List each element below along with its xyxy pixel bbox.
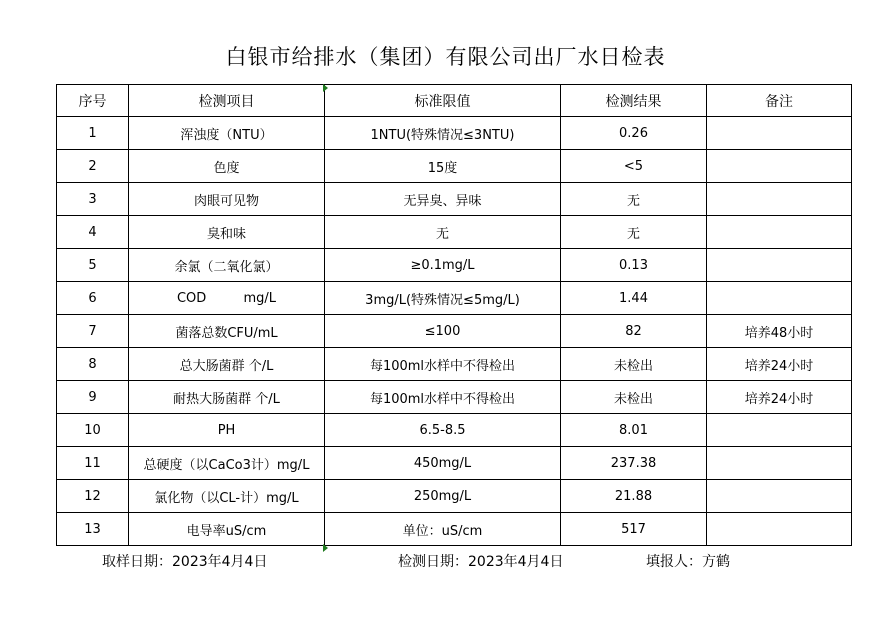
cell-serial-number: 6 <box>57 282 129 315</box>
table-row <box>57 513 852 546</box>
cell-test-result: 21.88 <box>561 480 707 513</box>
cell-serial-number: 3 <box>57 183 129 216</box>
cell-standard-limit: 单位：uS/cm <box>325 513 561 546</box>
table-row <box>57 381 852 414</box>
cell-standard-limit: 15度 <box>325 150 561 183</box>
cell-remarks <box>707 480 852 513</box>
cell-test-item: 余氯（二氧化氯） <box>129 249 325 282</box>
cell-remarks <box>707 282 852 315</box>
cell-test-result: 517 <box>561 513 707 546</box>
cell-standard-limit: 无 <box>325 216 561 249</box>
cell-remarks <box>707 513 852 546</box>
test-date: 检测日期：2023年4月4日 <box>398 554 564 570</box>
cell-test-result: <5 <box>561 150 707 183</box>
cell-remarks <box>707 447 852 480</box>
cell-test-item: 总硬度（以CaCo3计）mg/L <box>129 447 325 480</box>
table-row <box>57 315 852 348</box>
cell-standard-limit: ≤100 <box>325 315 561 348</box>
cell-standard-limit: 250mg/L <box>325 480 561 513</box>
cell-remarks <box>707 216 852 249</box>
cell-test-item: 臭和味 <box>129 216 325 249</box>
cell-serial-number: 5 <box>57 249 129 282</box>
cell-standard-limit: 3mg/L(特殊情况≤5mg/L) <box>325 282 561 315</box>
cell-test-result: 无 <box>561 183 707 216</box>
cell-test-item: 色度 <box>129 150 325 183</box>
cell-remarks <box>707 414 852 447</box>
cell-test-result: 82 <box>561 315 707 348</box>
cell-serial-number: 4 <box>57 216 129 249</box>
cell-serial-number: 8 <box>57 348 129 381</box>
cell-standard-limit: 6.5-8.5 <box>325 414 561 447</box>
cell-test-item: COD mg/L <box>129 282 325 315</box>
table-row <box>57 282 852 315</box>
cell-marker-icon <box>323 544 328 552</box>
sample-date: 取样日期：2023年4月4日 <box>102 554 268 570</box>
cell-serial-number: 13 <box>57 513 129 546</box>
cell-test-result: 1.44 <box>561 282 707 315</box>
cell-test-item: 耐热大肠菌群 个/L <box>129 381 325 414</box>
cell-test-result: 0.26 <box>561 117 707 150</box>
cell-test-result: 无 <box>561 216 707 249</box>
cell-remarks <box>707 249 852 282</box>
table-row <box>57 480 852 513</box>
header-remarks: 备注 <box>707 85 852 117</box>
cell-remarks <box>707 150 852 183</box>
table-row <box>57 249 852 282</box>
table-row <box>57 414 852 447</box>
cell-serial-number: 7 <box>57 315 129 348</box>
table-row <box>57 216 852 249</box>
cell-serial-number: 12 <box>57 480 129 513</box>
cell-test-result: 0.13 <box>561 249 707 282</box>
cell-marker-icon <box>323 84 328 92</box>
cell-serial-number: 9 <box>57 381 129 414</box>
cell-test-item: 肉眼可见物 <box>129 183 325 216</box>
cell-serial-number: 1 <box>57 117 129 150</box>
cell-remarks <box>707 183 852 216</box>
cell-test-result: 未检出 <box>561 348 707 381</box>
cell-test-item: 总大肠菌群 个/L <box>129 348 325 381</box>
cell-remarks: 培养24小时 <box>707 348 852 381</box>
cell-test-item: PH <box>129 414 325 447</box>
table-row <box>57 117 852 150</box>
cell-test-item: 电导率uS/cm <box>129 513 325 546</box>
table-row <box>57 348 852 381</box>
cell-test-result: 8.01 <box>561 414 707 447</box>
cell-standard-limit: ≥0.1mg/L <box>325 249 561 282</box>
header-test-item: 检测项目 <box>129 85 325 117</box>
header-test-result: 检测结果 <box>561 85 707 117</box>
cell-remarks <box>707 117 852 150</box>
header-standard-limit: 标准限值 <box>325 85 561 117</box>
cell-test-item: 浑浊度（NTU） <box>129 117 325 150</box>
inspection-table <box>56 84 852 546</box>
table-row <box>57 183 852 216</box>
cell-test-result: 未检出 <box>561 381 707 414</box>
cell-serial-number: 11 <box>57 447 129 480</box>
cell-standard-limit: 无异臭、异味 <box>325 183 561 216</box>
cell-standard-limit: 450mg/L <box>325 447 561 480</box>
header-serial-number: 序号 <box>57 85 129 117</box>
table-row <box>57 150 852 183</box>
filled-by: 填报人：方鹤 <box>646 554 730 570</box>
cell-standard-limit: 每100ml水样中不得检出 <box>325 381 561 414</box>
cell-test-item: 氯化物（以CL-计）mg/L <box>129 480 325 513</box>
cell-test-result: 237.38 <box>561 447 707 480</box>
table-row <box>57 447 852 480</box>
cell-serial-number: 10 <box>57 414 129 447</box>
page-title: 白银市给排水（集团）有限公司出厂水日检表 <box>225 45 666 69</box>
cell-serial-number: 2 <box>57 150 129 183</box>
cell-test-item: 菌落总数CFU/mL <box>129 315 325 348</box>
cell-remarks: 培养48小时 <box>707 315 852 348</box>
cell-standard-limit: 1NTU(特殊情况≤3NTU) <box>325 117 561 150</box>
cell-remarks: 培养24小时 <box>707 381 852 414</box>
cell-standard-limit: 每100ml水样中不得检出 <box>325 348 561 381</box>
table-header-row <box>57 85 852 117</box>
